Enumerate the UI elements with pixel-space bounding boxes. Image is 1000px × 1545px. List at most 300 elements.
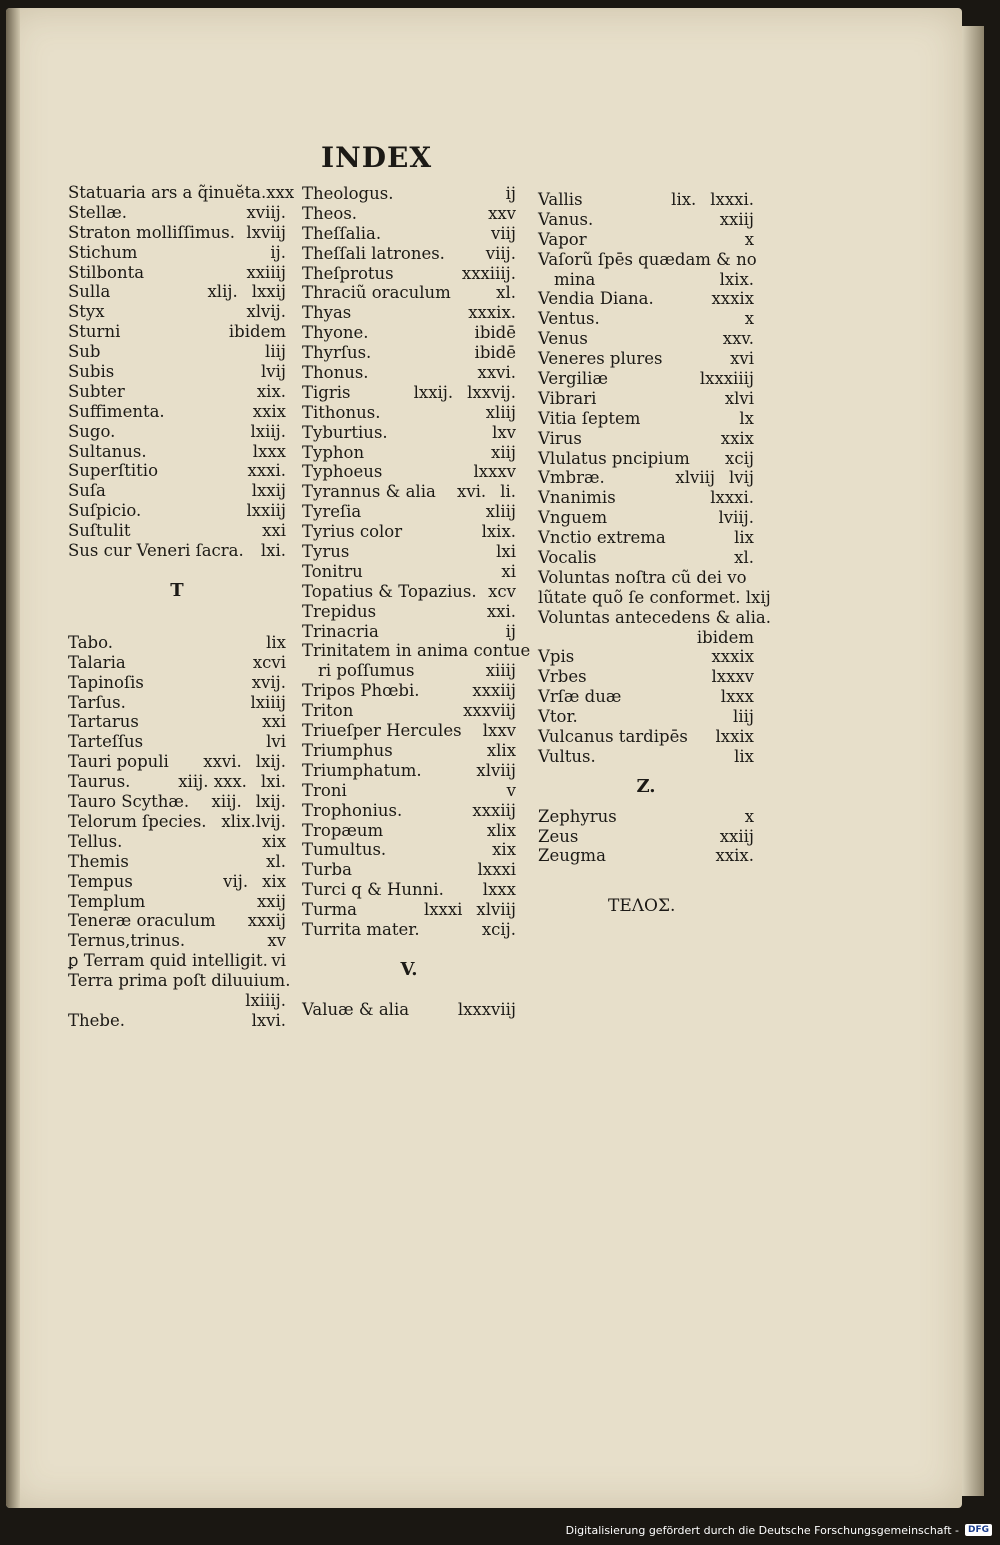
entry-term: Tauri populi [68, 752, 169, 772]
entry-term: Tapinoſis [68, 672, 144, 692]
entry-page-ref: lxxxviij [457, 999, 516, 1019]
entry-page-ref: v [506, 780, 516, 800]
index-entry [538, 309, 754, 329]
entry-term: Theſprotus [302, 263, 394, 283]
index-entry [302, 522, 516, 542]
section-letter: Z. [636, 775, 656, 797]
entry-page-ref: lxvi. [251, 1010, 286, 1030]
entry-page-ref: lxiiij. [245, 990, 286, 1010]
entry-page-ref: lxxx [252, 441, 286, 461]
entry-page-ref: ij [505, 184, 516, 203]
entry-term: Vnctio extrema [538, 528, 666, 548]
index-entry [68, 282, 286, 302]
entry-term: Voluntas antecedens & alia. [538, 607, 771, 627]
entry-page-ref: liij [733, 707, 754, 727]
index-entry [538, 587, 771, 608]
entry-term: Teneræ oraculum [68, 911, 216, 931]
entry-term: Tyreſia [302, 502, 362, 522]
entry-page-ref: ibidem [696, 627, 754, 647]
entry-page-ref: lix [266, 632, 286, 652]
index-entry [538, 329, 754, 349]
entry-page-ref: xlij. [207, 282, 238, 302]
entry-term: Themis [68, 851, 129, 871]
entry-term: Troni [302, 780, 347, 800]
index-entry [538, 628, 754, 648]
index-entry [68, 203, 286, 223]
entry-page-ref: lxxxi. [710, 190, 754, 209]
entry-term: Vallis [538, 190, 583, 209]
entry-page-ref: lxxxv [473, 462, 516, 482]
entry-page-ref: lxxvij. [467, 382, 516, 402]
index-entry [538, 429, 754, 449]
entry-term: Theos. [302, 203, 358, 223]
index-entry [302, 840, 516, 860]
entry-page-ref: xl. [496, 283, 516, 303]
index-entry [538, 230, 754, 250]
entry-page-ref: lxi. [260, 772, 286, 792]
entry-page-ref: lxiiij [250, 692, 286, 712]
entry-page-ref: lxxiij [246, 501, 286, 521]
entry-term: Voluntas noſtra cũ dei vo [538, 567, 747, 587]
entry-term: Sultanus. [68, 441, 147, 461]
entry-page-ref: xiij. xxx. [178, 772, 247, 792]
entry-page-ref: xxxi. [247, 461, 286, 481]
index-entry [68, 772, 286, 792]
entry-page-ref: xcij [725, 448, 754, 468]
entry-term: Vrbes [538, 667, 587, 687]
index-entry [68, 832, 286, 852]
index-entry [538, 747, 754, 767]
entry-term: Theſſalia. [302, 223, 382, 243]
entry-page-ref: viij [491, 223, 516, 243]
entry-page-ref: xxij [256, 891, 286, 911]
entry-term: Theſſali latrones. [302, 243, 445, 263]
entry-page-ref: ibidem [228, 322, 286, 342]
entry-term: Talaria [68, 652, 126, 672]
entry-page-ref: xxvi. [203, 752, 242, 772]
entry-page-ref: lxxxi. [710, 488, 754, 508]
index-entry [68, 461, 286, 481]
index-entry [302, 920, 516, 940]
entry-page-ref: lix. [671, 190, 697, 209]
entry-term: Thonus. [302, 363, 369, 383]
index-entry [68, 442, 286, 462]
index-entry [538, 210, 754, 230]
entry-term: ri poſſumus [318, 661, 415, 681]
entry-term: Veneres plures [538, 349, 663, 369]
entry-term: Vanus. [538, 209, 594, 229]
entry-page-ref: xvi [730, 349, 754, 369]
index-entry [302, 502, 516, 522]
entry-page-ref: xxxiij [472, 800, 516, 820]
entry-term: Venus [538, 329, 588, 349]
index-entry [68, 481, 286, 501]
entry-term: Superſtitio [68, 461, 159, 481]
index-entry [302, 244, 516, 264]
index-entry [302, 204, 516, 224]
index-entry [538, 607, 771, 628]
page-spine [6, 8, 20, 1508]
index-entry [68, 633, 286, 653]
entry-term: Zephyrus [538, 806, 617, 826]
entry-term: Subter [68, 381, 125, 401]
entry-page-ref: vij. [223, 871, 249, 891]
entry-page-ref: xlvij. [246, 302, 286, 322]
index-entry [302, 283, 516, 303]
entry-page-ref: lxxxv [711, 667, 754, 687]
entry-term: Sugo. [68, 421, 116, 441]
entry-term: Telorum ſpecies. [68, 811, 207, 831]
index-entry [302, 363, 516, 383]
index-entry [68, 971, 291, 991]
entry-page-ref: xxix [252, 401, 286, 421]
index-entry [68, 732, 286, 752]
index-entry [68, 243, 286, 263]
index-entry [68, 541, 286, 561]
entry-page-ref: xcij. [481, 919, 516, 939]
entry-term: Templum [68, 891, 146, 911]
entry-term: Tyrius color [302, 522, 403, 542]
entry-term: Thraciũ oraculum [302, 283, 451, 303]
entry-page-ref: lxxxi [423, 900, 463, 920]
entry-page-ref: xiiij [485, 661, 516, 681]
book-page [6, 8, 962, 1508]
entry-page-ref: xxxix [711, 647, 754, 667]
index-entry [68, 872, 286, 892]
index-entry [538, 548, 754, 568]
entry-page-ref: xlix.lvij. [221, 811, 286, 831]
index-entry [68, 263, 286, 283]
entry-page-ref: xlix [486, 820, 516, 840]
index-entry [68, 852, 286, 872]
index-entry [68, 892, 286, 912]
entry-term: Suſpicio. [68, 501, 142, 521]
entry-page-ref: xix [262, 831, 286, 851]
entry-term: Triumphatum. [302, 760, 422, 780]
index-entry [68, 342, 286, 362]
entry-page-ref: xxiij [719, 826, 754, 846]
entry-page-ref: lxxij. [413, 382, 454, 402]
index-entry [68, 712, 286, 732]
entry-term: Suſtulit [68, 521, 131, 541]
index-heading: INDEX [321, 141, 433, 174]
entry-term: Tauro Scythæ. [68, 792, 190, 812]
entry-page-ref: lvij [261, 362, 286, 382]
entry-term: Ventus. [538, 309, 600, 329]
index-entry [302, 582, 516, 602]
entry-page-ref: xlvi [724, 388, 754, 408]
entry-term: Triueſper Hercules [302, 721, 462, 741]
entry-term: Vergiliæ [538, 369, 608, 389]
index-entry [538, 389, 754, 409]
entry-term: Tithonus. [302, 402, 381, 422]
entry-term: Tonitru [302, 561, 363, 581]
entry-page-ref: x [744, 229, 754, 249]
section-letter: V. [400, 958, 418, 980]
index-entry [68, 302, 286, 322]
index-entry [68, 792, 286, 812]
index-entry [302, 403, 516, 423]
digitization-footer [566, 1517, 992, 1543]
entry-page-ref: ibidē [474, 323, 516, 343]
entry-term: Vultus. [538, 746, 596, 766]
index-entry [538, 289, 754, 309]
entry-term: Vnanimis [538, 488, 616, 508]
index-entry [538, 270, 754, 290]
entry-term: Valuæ & alia [302, 999, 410, 1019]
index-entry [302, 880, 516, 900]
entry-page-ref: lxxij [251, 481, 286, 501]
index-entry [68, 752, 286, 772]
index-entry [302, 184, 516, 204]
entry-term: Vapor [538, 229, 587, 249]
entry-page-ref: lxviij [246, 222, 286, 242]
entry-page-ref: xl. [266, 851, 286, 871]
index-entry [68, 362, 286, 382]
entry-page-ref: xxiij [719, 209, 754, 229]
index-entry [302, 681, 516, 701]
entry-term: Statuaria ars a q̃inuĕta. [68, 183, 267, 202]
index-entry [538, 528, 754, 548]
entry-term: Trophonius. [302, 800, 403, 820]
entry-term: Terra prima poſt diluuium. [68, 971, 291, 991]
index-entry [68, 521, 286, 541]
index-entry [538, 249, 757, 270]
index-entry [302, 641, 531, 661]
index-entry [68, 402, 286, 422]
entry-term: Ternus,trinus. [68, 931, 186, 951]
entry-page-ref: xxi [262, 712, 286, 732]
index-entry [302, 423, 516, 443]
entry-term: Turba [302, 860, 352, 880]
entry-page-ref: lxxx [720, 687, 754, 707]
entry-term: Trinitatem in anima contue [302, 641, 531, 661]
index-entry [68, 653, 286, 673]
entry-term: Tigris [302, 382, 351, 402]
entry-term: Vlulatus pncipium [538, 448, 690, 468]
entry-term: Tellus. [68, 831, 123, 851]
entry-term: Vmbræ. [538, 468, 605, 488]
entry-term: Tarteſſus [68, 732, 144, 752]
entry-page-ref: lxxij [251, 282, 286, 302]
entry-term: Tempus [68, 871, 133, 891]
entry-page-ref: xv [267, 931, 286, 951]
section-letter: T [170, 579, 184, 601]
entry-term: Typhoeus [302, 462, 383, 482]
index-entry [538, 687, 754, 707]
index-entry [538, 807, 754, 827]
index-entry [302, 821, 516, 841]
entry-term: Sturni [68, 322, 121, 342]
entry-term: Triton [302, 701, 354, 721]
entry-page-ref: xlviij [476, 900, 516, 920]
entry-term: Sus cur Veneri ſacra. [68, 541, 244, 561]
index-entry [68, 183, 295, 203]
entry-page-ref: xlviij [476, 760, 516, 780]
entry-page-ref: xlix [486, 740, 516, 760]
entry-page-ref: ij. [270, 242, 286, 262]
entry-term: Topatius & Topazius. [302, 581, 477, 601]
entry-term: Straton molliſſimus. [68, 222, 235, 242]
entry-term: Vibrari [538, 388, 597, 408]
entry-page-ref: xix. [256, 381, 286, 401]
entry-term: Vocalis [538, 548, 597, 568]
entry-term: Thyas [302, 303, 352, 323]
entry-term: Vulcanus tardipēs [538, 727, 688, 747]
index-entry [302, 224, 516, 244]
entry-page-ref: xxxiij [472, 681, 516, 701]
entry-term: Tyrannus & alia [302, 482, 436, 502]
entry-term: Sulla [68, 282, 111, 302]
entry-term: Subis [68, 362, 115, 382]
index-entry [538, 667, 754, 687]
entry-page-ref: xlviij [675, 468, 715, 488]
index-entry [302, 622, 516, 642]
entry-term: mina [554, 269, 596, 289]
entry-term: Stellæ. [68, 202, 128, 222]
entry-page-ref: li. [500, 482, 516, 502]
entry-term: Triumphus [302, 740, 393, 760]
entry-page-ref: lxi. [260, 541, 286, 561]
entry-page-ref: xcv [488, 581, 516, 601]
entry-term: lũtate quõ ſe conformet. lxij [538, 587, 771, 607]
entry-term: Tarſus. [68, 692, 126, 712]
page-edge [962, 26, 984, 1496]
entry-page-ref: xviij. [246, 202, 286, 222]
entry-page-ref: xxix. [715, 846, 754, 866]
entry-term: Thyone. [302, 323, 369, 343]
entry-term: Thebe. [68, 1010, 125, 1030]
entry-page-ref: lix [734, 746, 754, 766]
entry-term: Styx [68, 302, 105, 322]
index-entry [538, 488, 754, 508]
index-entry [68, 382, 286, 402]
index-column-2 [302, 184, 531, 1020]
entry-term: Turci q & Hunni. [302, 880, 444, 900]
index-entry [302, 721, 516, 741]
entry-page-ref: xxx [266, 183, 295, 202]
entry-page-ref: xxxix [711, 289, 754, 309]
index-entry [68, 1011, 286, 1031]
entry-page-ref: xliij [485, 502, 516, 522]
index-entry [538, 190, 754, 210]
entry-page-ref: ibidē [474, 343, 516, 363]
entry-term: Zeus [538, 826, 579, 846]
entry-page-ref: lvi [266, 732, 286, 752]
index-entry [302, 860, 516, 880]
entry-page-ref: x [744, 806, 754, 826]
index-entry [68, 223, 286, 243]
entry-page-ref: lxij. [255, 792, 286, 812]
index-column-3 [538, 190, 771, 866]
index-entry [302, 781, 516, 801]
entry-page-ref: lix [734, 528, 754, 548]
entry-page-ref: xxxix. [468, 303, 516, 323]
entry-page-ref: xcvi [252, 652, 286, 672]
index-entry [538, 727, 754, 747]
index-entry [302, 482, 516, 502]
index-entry [302, 1000, 516, 1020]
index-entry [68, 911, 286, 931]
entry-page-ref: vi [271, 951, 286, 971]
entry-term: Vendia Diana. [538, 289, 654, 309]
entry-term: Trinacria [302, 621, 379, 641]
entry-term: Tropæum [302, 820, 384, 840]
entry-term: Suſa [68, 481, 106, 501]
entry-page-ref: viij. [485, 243, 516, 263]
index-entry [302, 801, 516, 821]
index-entry [302, 661, 516, 681]
index-entry [538, 409, 754, 429]
entry-page-ref: lxiij. [250, 421, 286, 441]
entry-term: ꝑ Terram quid intelligit. [68, 951, 268, 971]
index-entry [538, 647, 754, 667]
index-entry [302, 741, 516, 761]
entry-page-ref: x [744, 309, 754, 329]
entry-term: Typhon [302, 442, 365, 462]
entry-term: Stilbonta [68, 262, 145, 282]
index-entry [538, 827, 754, 847]
entry-term: Tabo. [68, 632, 114, 652]
index-entry [68, 422, 286, 442]
entry-page-ref: lviij. [718, 508, 754, 528]
index-entry [302, 264, 516, 284]
entry-page-ref: lxxxiiij [699, 369, 754, 389]
index-entry [302, 562, 516, 582]
entry-term: Sub [68, 342, 101, 362]
entry-page-ref: xxix [720, 428, 754, 448]
entry-page-ref: xxxviij [463, 701, 516, 721]
entry-page-ref: xl. [734, 548, 754, 568]
entry-term: Thyrſus. [302, 343, 372, 363]
index-entry [302, 761, 516, 781]
entry-term: Trepidus [302, 601, 377, 621]
entry-term: Zeugma [538, 846, 606, 866]
index-entry [68, 812, 286, 832]
entry-term: Turrita mater. [302, 919, 420, 939]
index-entry [302, 462, 516, 482]
entry-page-ref: lvij [729, 468, 754, 488]
entry-term: Tyrus [302, 542, 350, 562]
index-entry [302, 383, 516, 403]
entry-term: Vaſorũ ſpēs quædam & no [538, 249, 757, 269]
index-entry [538, 369, 754, 389]
index-entry [302, 602, 516, 622]
entry-term: Taurus. [68, 772, 131, 792]
index-entry [68, 951, 286, 971]
entry-page-ref: xix [262, 871, 286, 891]
entry-page-ref: lxxv [482, 721, 516, 741]
entry-page-ref: liij [265, 342, 286, 362]
index-column-1 [68, 183, 295, 1031]
index-entry [538, 846, 754, 866]
index-entry [68, 501, 286, 521]
index-entry [538, 508, 754, 528]
entry-term: Tripos Phœbi. [302, 681, 420, 701]
entry-page-ref: lxi [496, 542, 516, 562]
index-entry [302, 443, 516, 463]
entry-page-ref: xxi [262, 521, 286, 541]
entry-term: Theologus. [302, 184, 394, 203]
entry-page-ref: xxiiij [246, 262, 286, 282]
entry-term: Tumultus. [302, 840, 387, 860]
index-entry [538, 707, 754, 727]
index-entry [538, 349, 754, 369]
entry-term: Turma [302, 900, 358, 920]
entry-term: Tartarus [68, 712, 139, 732]
entry-page-ref: ij [505, 621, 516, 641]
entry-term: Tyburtius. [302, 422, 388, 442]
